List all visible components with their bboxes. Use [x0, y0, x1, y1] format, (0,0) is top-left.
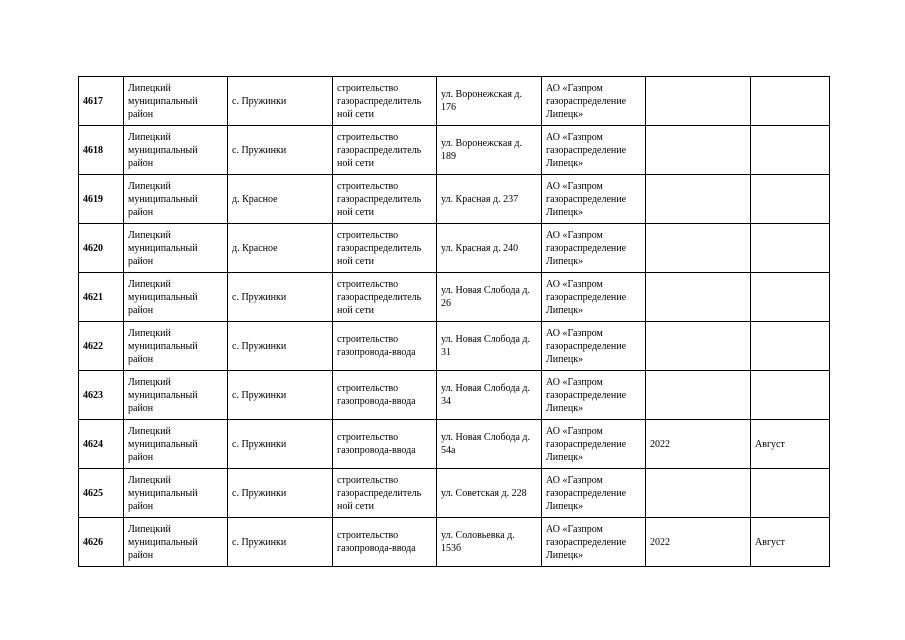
work-type-cell: строительство газораспределитель ной сети	[333, 126, 437, 175]
year-cell	[646, 126, 751, 175]
work-type-cell: строительство газораспределитель ной сети	[333, 273, 437, 322]
settlement-cell: с. Пружинки	[228, 273, 333, 322]
work-type-cell: строительство газопровода-ввода	[333, 420, 437, 469]
work-type-cell: строительство газораспределитель ной сети	[333, 224, 437, 273]
owner-cell: АО «Газпром газораспределение Липецк»	[542, 322, 646, 371]
settlement-cell: с. Пружинки	[228, 126, 333, 175]
district-cell: Липецкий муниципальный район	[124, 126, 228, 175]
district-cell: Липецкий муниципальный район	[124, 77, 228, 126]
owner-cell: АО «Газпром газораспределение Липецк»	[542, 224, 646, 273]
owner-cell: АО «Газпром газораспределение Липецк»	[542, 371, 646, 420]
address-cell: ул. Новая Слобода д. 31	[437, 322, 542, 371]
row-number: 4620	[79, 224, 124, 273]
owner-cell: АО «Газпром газораспределение Липецк»	[542, 469, 646, 518]
work-type-cell: строительство газораспределитель ной сети	[333, 175, 437, 224]
address-cell: ул. Воронежская д. 189	[437, 126, 542, 175]
row-number: 4625	[79, 469, 124, 518]
year-cell	[646, 77, 751, 126]
year-cell	[646, 224, 751, 273]
owner-cell: АО «Газпром газораспределение Липецк»	[542, 518, 646, 567]
row-number: 4619	[79, 175, 124, 224]
work-type-cell: строительство газопровода-ввода	[333, 322, 437, 371]
address-cell: ул. Новая Слобода д. 34	[437, 371, 542, 420]
district-cell: Липецкий муниципальный район	[124, 420, 228, 469]
month-cell	[751, 224, 830, 273]
table-row	[79, 126, 830, 175]
month-cell: Август	[751, 420, 830, 469]
owner-cell: АО «Газпром газораспределение Липецк»	[542, 420, 646, 469]
district-cell: Липецкий муниципальный район	[124, 224, 228, 273]
row-number: 4622	[79, 322, 124, 371]
settlement-cell: д. Красное	[228, 224, 333, 273]
month-cell	[751, 273, 830, 322]
settlement-cell: с. Пружинки	[228, 371, 333, 420]
table-row	[79, 420, 830, 469]
settlement-cell: с. Пружинки	[228, 469, 333, 518]
year-cell	[646, 371, 751, 420]
year-cell: 2022	[646, 420, 751, 469]
month-cell	[751, 371, 830, 420]
row-number: 4621	[79, 273, 124, 322]
month-cell	[751, 322, 830, 371]
table-row	[79, 175, 830, 224]
address-cell: ул. Красная д. 237	[437, 175, 542, 224]
year-cell: 2022	[646, 518, 751, 567]
address-cell: ул. Новая Слобода д. 54а	[437, 420, 542, 469]
table-row	[79, 469, 830, 518]
row-number: 4623	[79, 371, 124, 420]
address-cell: ул. Соловьевка д. 153б	[437, 518, 542, 567]
month-cell: Август	[751, 518, 830, 567]
year-cell	[646, 469, 751, 518]
month-cell	[751, 126, 830, 175]
month-cell	[751, 77, 830, 126]
table-row	[79, 224, 830, 273]
district-cell: Липецкий муниципальный район	[124, 322, 228, 371]
gasification-table	[78, 76, 830, 567]
settlement-cell: д. Красное	[228, 175, 333, 224]
work-type-cell: строительство газопровода-ввода	[333, 518, 437, 567]
row-number: 4626	[79, 518, 124, 567]
work-type-cell: строительство газопровода-ввода	[333, 371, 437, 420]
table-body	[79, 77, 830, 567]
district-cell: Липецкий муниципальный район	[124, 469, 228, 518]
year-cell	[646, 322, 751, 371]
table-row	[79, 322, 830, 371]
table-row	[79, 518, 830, 567]
settlement-cell: с. Пружинки	[228, 420, 333, 469]
settlement-cell: с. Пружинки	[228, 322, 333, 371]
table-row	[79, 273, 830, 322]
district-cell: Липецкий муниципальный район	[124, 175, 228, 224]
address-cell: ул. Новая Слобода д. 26	[437, 273, 542, 322]
table-row	[79, 77, 830, 126]
year-cell	[646, 273, 751, 322]
district-cell: Липецкий муниципальный район	[124, 518, 228, 567]
year-cell	[646, 175, 751, 224]
table-row	[79, 371, 830, 420]
owner-cell: АО «Газпром газораспределение Липецк»	[542, 77, 646, 126]
district-cell: Липецкий муниципальный район	[124, 273, 228, 322]
address-cell: ул. Воронежская д. 176	[437, 77, 542, 126]
owner-cell: АО «Газпром газораспределение Липецк»	[542, 126, 646, 175]
settlement-cell: с. Пружинки	[228, 518, 333, 567]
month-cell	[751, 175, 830, 224]
owner-cell: АО «Газпром газораспределение Липецк»	[542, 175, 646, 224]
address-cell: ул. Красная д. 240	[437, 224, 542, 273]
settlement-cell: с. Пружинки	[228, 77, 333, 126]
row-number: 4617	[79, 77, 124, 126]
work-type-cell: строительство газораспределитель ной сети	[333, 77, 437, 126]
month-cell	[751, 469, 830, 518]
address-cell: ул. Советская д. 228	[437, 469, 542, 518]
owner-cell: АО «Газпром газораспределение Липецк»	[542, 273, 646, 322]
district-cell: Липецкий муниципальный район	[124, 371, 228, 420]
row-number: 4624	[79, 420, 124, 469]
work-type-cell: строительство газораспределитель ной сети	[333, 469, 437, 518]
row-number: 4618	[79, 126, 124, 175]
